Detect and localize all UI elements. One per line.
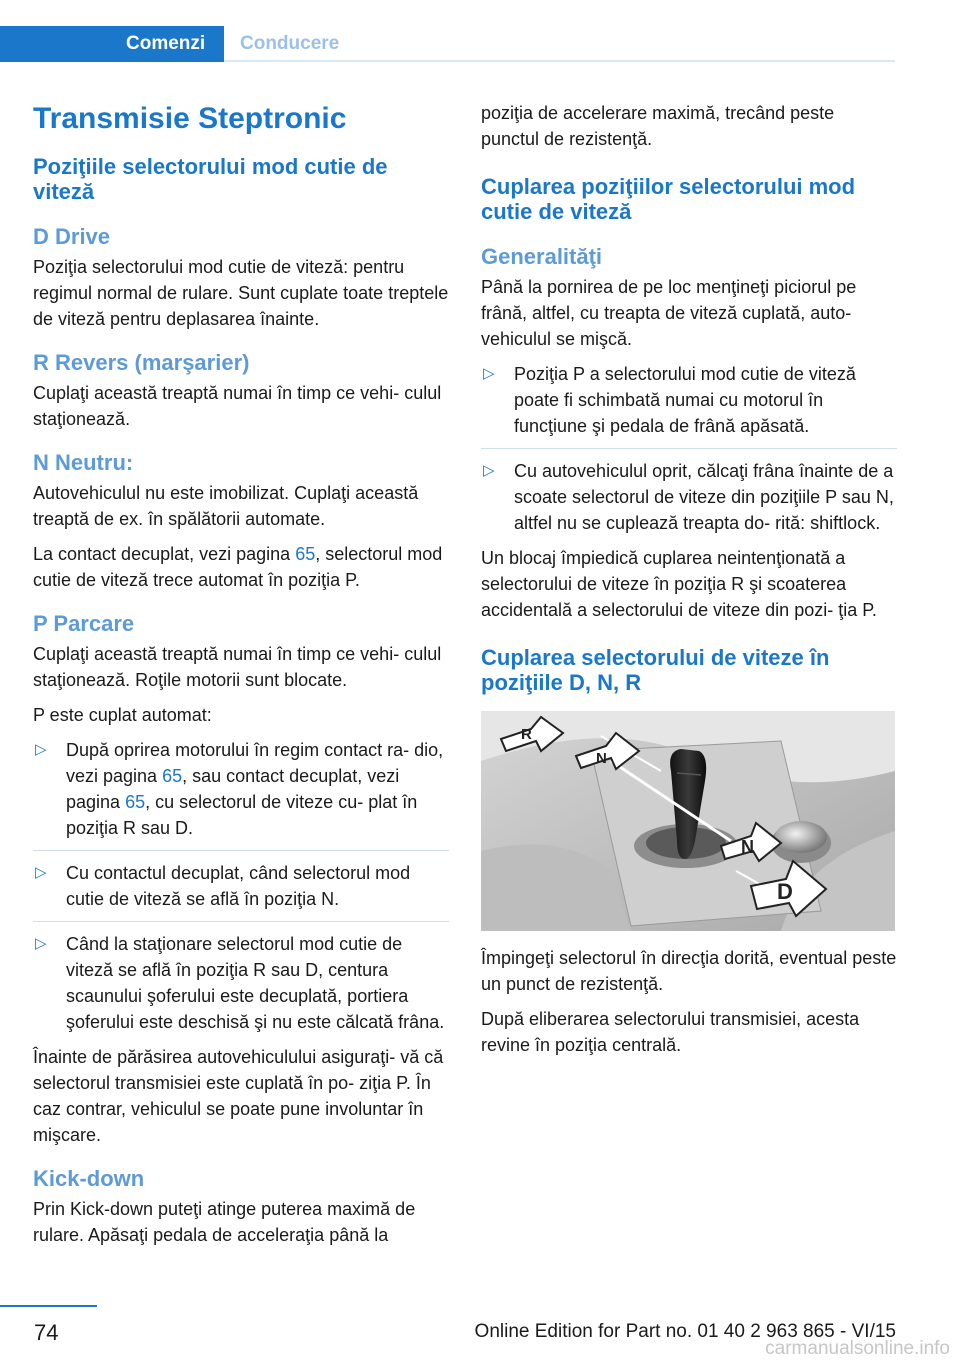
general-list — [481, 361, 897, 536]
text-drive: Poziţia selectorului mod cutie de viteză: pentru regimul normal de rulare. Sunt cuplate toate treptele de viteză pentru deplasarea înainte. — [33, 257, 449, 329]
tab-comenzi[interactable]: Comenzi — [0, 26, 224, 62]
label-n-top: N — [596, 750, 607, 767]
triangle-bullet-icon: ▷ — [35, 741, 47, 758]
text-fragment: , selectorul mod cutie de viteză trece automat în poziţia P. — [33, 544, 443, 590]
gear-selector-svg — [481, 711, 895, 931]
heading-general: Generalităţi — [481, 244, 603, 269]
text-before-leaving: Înainte de părăsirea autovehiculului asiguraţi‐ vă că selectorul transmisiei este cuplată în po‐ ziţia P. În caz contrar, vehiculul se poate pune involuntar în mişcare. — [33, 1047, 444, 1145]
text-fragment: La contact decuplat, vezi pagina — [33, 544, 296, 564]
list-item — [33, 931, 449, 1035]
right-column — [481, 100, 897, 1067]
page-title: Transmisie Steptronic — [33, 102, 347, 135]
list-item-text: Cu contactul decuplat, când selectorul mod cutie de viteză se află în poziţia N. — [66, 863, 411, 909]
text-block: Un blocaj împiedică cuplarea neintenţionată a selectorului de viteze în poziţia R şi scoaterea accidentală a selectorului de viteze din pozi‐ ţia P. — [481, 548, 877, 620]
heading-kickdown: Kick-down — [33, 1166, 145, 1191]
watermark-text: carmanualsonline.info — [765, 1338, 950, 1359]
left-column — [33, 100, 449, 1257]
heading-reverse: R Revers (marşarier) — [33, 350, 250, 375]
text-kickdown-continued: poziţia de accelerare maximă, trecând peste punctul de rezistenţă. — [481, 103, 835, 149]
section-heading-dnr: Cuplarea selectorului de viteze în poziţiile D, N, R — [481, 645, 830, 695]
text-neutral: Autovehiculul nu este imobilizat. Cuplaţi această treaptă de ex. în spălătorii automate. — [33, 483, 419, 529]
label-n: N — [741, 837, 754, 857]
heading-park: P Parcare — [33, 611, 135, 636]
text-park-auto: P este cuplat automat: — [33, 705, 212, 725]
park-auto-list — [33, 737, 449, 1035]
text-fragment: , sau contact decuplat, vezi pagina — [66, 766, 400, 812]
label-d: D — [777, 879, 793, 904]
text-neutral-contact — [33, 541, 449, 593]
edition-text: Online Edition for Part no. 01 40 2 963 865 - VI/15 — [474, 1321, 896, 1342]
heading-drive: D Drive — [33, 224, 111, 249]
text-fragment: , cu selectorul de viteze cu‐ plat în poziţia R sau D. — [66, 792, 418, 838]
text-release: După eliberarea selectorului transmisiei, acesta revine în poziţia centrală. — [481, 1009, 860, 1055]
list-item — [481, 458, 897, 536]
text-kickdown: Prin Kick-down puteţi atinge puterea maximă de rulare. Apăsaţi pedala de acceleraţia până la — [33, 1199, 416, 1245]
section-heading-positions: Poziţiile selectorului mod cutie de viteză — [33, 154, 388, 204]
section-heading-engage: Cuplarea poziţiilor selectorului mod cutie de viteză — [481, 174, 856, 224]
list-item — [33, 737, 449, 851]
triangle-bullet-icon: ▷ — [483, 365, 495, 382]
list-item-text: Cu autovehiculul oprit, călcaţi frâna înainte de a scoate selectorul de viteze din poziţiile P sau N, altfel nu se cuplează treapta do‐ rită: shiftlock. — [514, 461, 894, 533]
page-link[interactable]: 65 — [162, 766, 183, 786]
triangle-bullet-icon: ▷ — [35, 864, 47, 881]
heading-neutral: N Neutru: — [33, 450, 134, 475]
tab-conducere[interactable]: Conducere — [240, 33, 340, 54]
page-link[interactable]: 65 — [125, 792, 146, 812]
label-r: R — [521, 726, 532, 743]
triangle-bullet-icon: ▷ — [35, 935, 47, 952]
list-item — [33, 860, 449, 922]
text-reverse: Cuplaţi această treaptă numai în timp ce vehi‐ culul staţionează. — [33, 383, 442, 429]
text-park: Cuplaţi această treaptă numai în timp ce vehi‐ culul staţionează. Roţile motorii sunt blocate. — [33, 644, 442, 690]
triangle-bullet-icon: ▷ — [483, 462, 495, 479]
list-item — [481, 361, 897, 449]
list-item-text: Poziţia P a selectorului mod cutie de viteză poate fi schimbată numai cu motorul în funcţiune şi pedala de frână apăsată. — [514, 364, 856, 436]
page-number: 74 — [34, 1320, 59, 1345]
header-tabs — [0, 26, 895, 62]
gear-selector-illustration — [481, 711, 895, 931]
text-general: Până la pornirea de pe loc menţineţi piciorul pe frână, altfel, cu treapta de viteză cuplată, auto‐ vehiculul se mişcă. — [481, 277, 857, 349]
list-item-text: Când la staţionare selectorul mod cutie de viteză se află în poziţia R sau D, centura scaunului şoferului este decuplată, portiera şoferului este deschisă şi nu este călcată frâna. — [66, 934, 445, 1032]
text-fragment: După oprirea motorului în regim contact ra‐ dio, vezi pagina — [66, 740, 444, 786]
page-link[interactable]: 65 — [295, 544, 316, 564]
text-push: Împingeţi selectorul în direcţia dorită, eventual peste un punct de rezistenţă. — [481, 948, 897, 994]
footer-divider — [0, 1305, 97, 1307]
